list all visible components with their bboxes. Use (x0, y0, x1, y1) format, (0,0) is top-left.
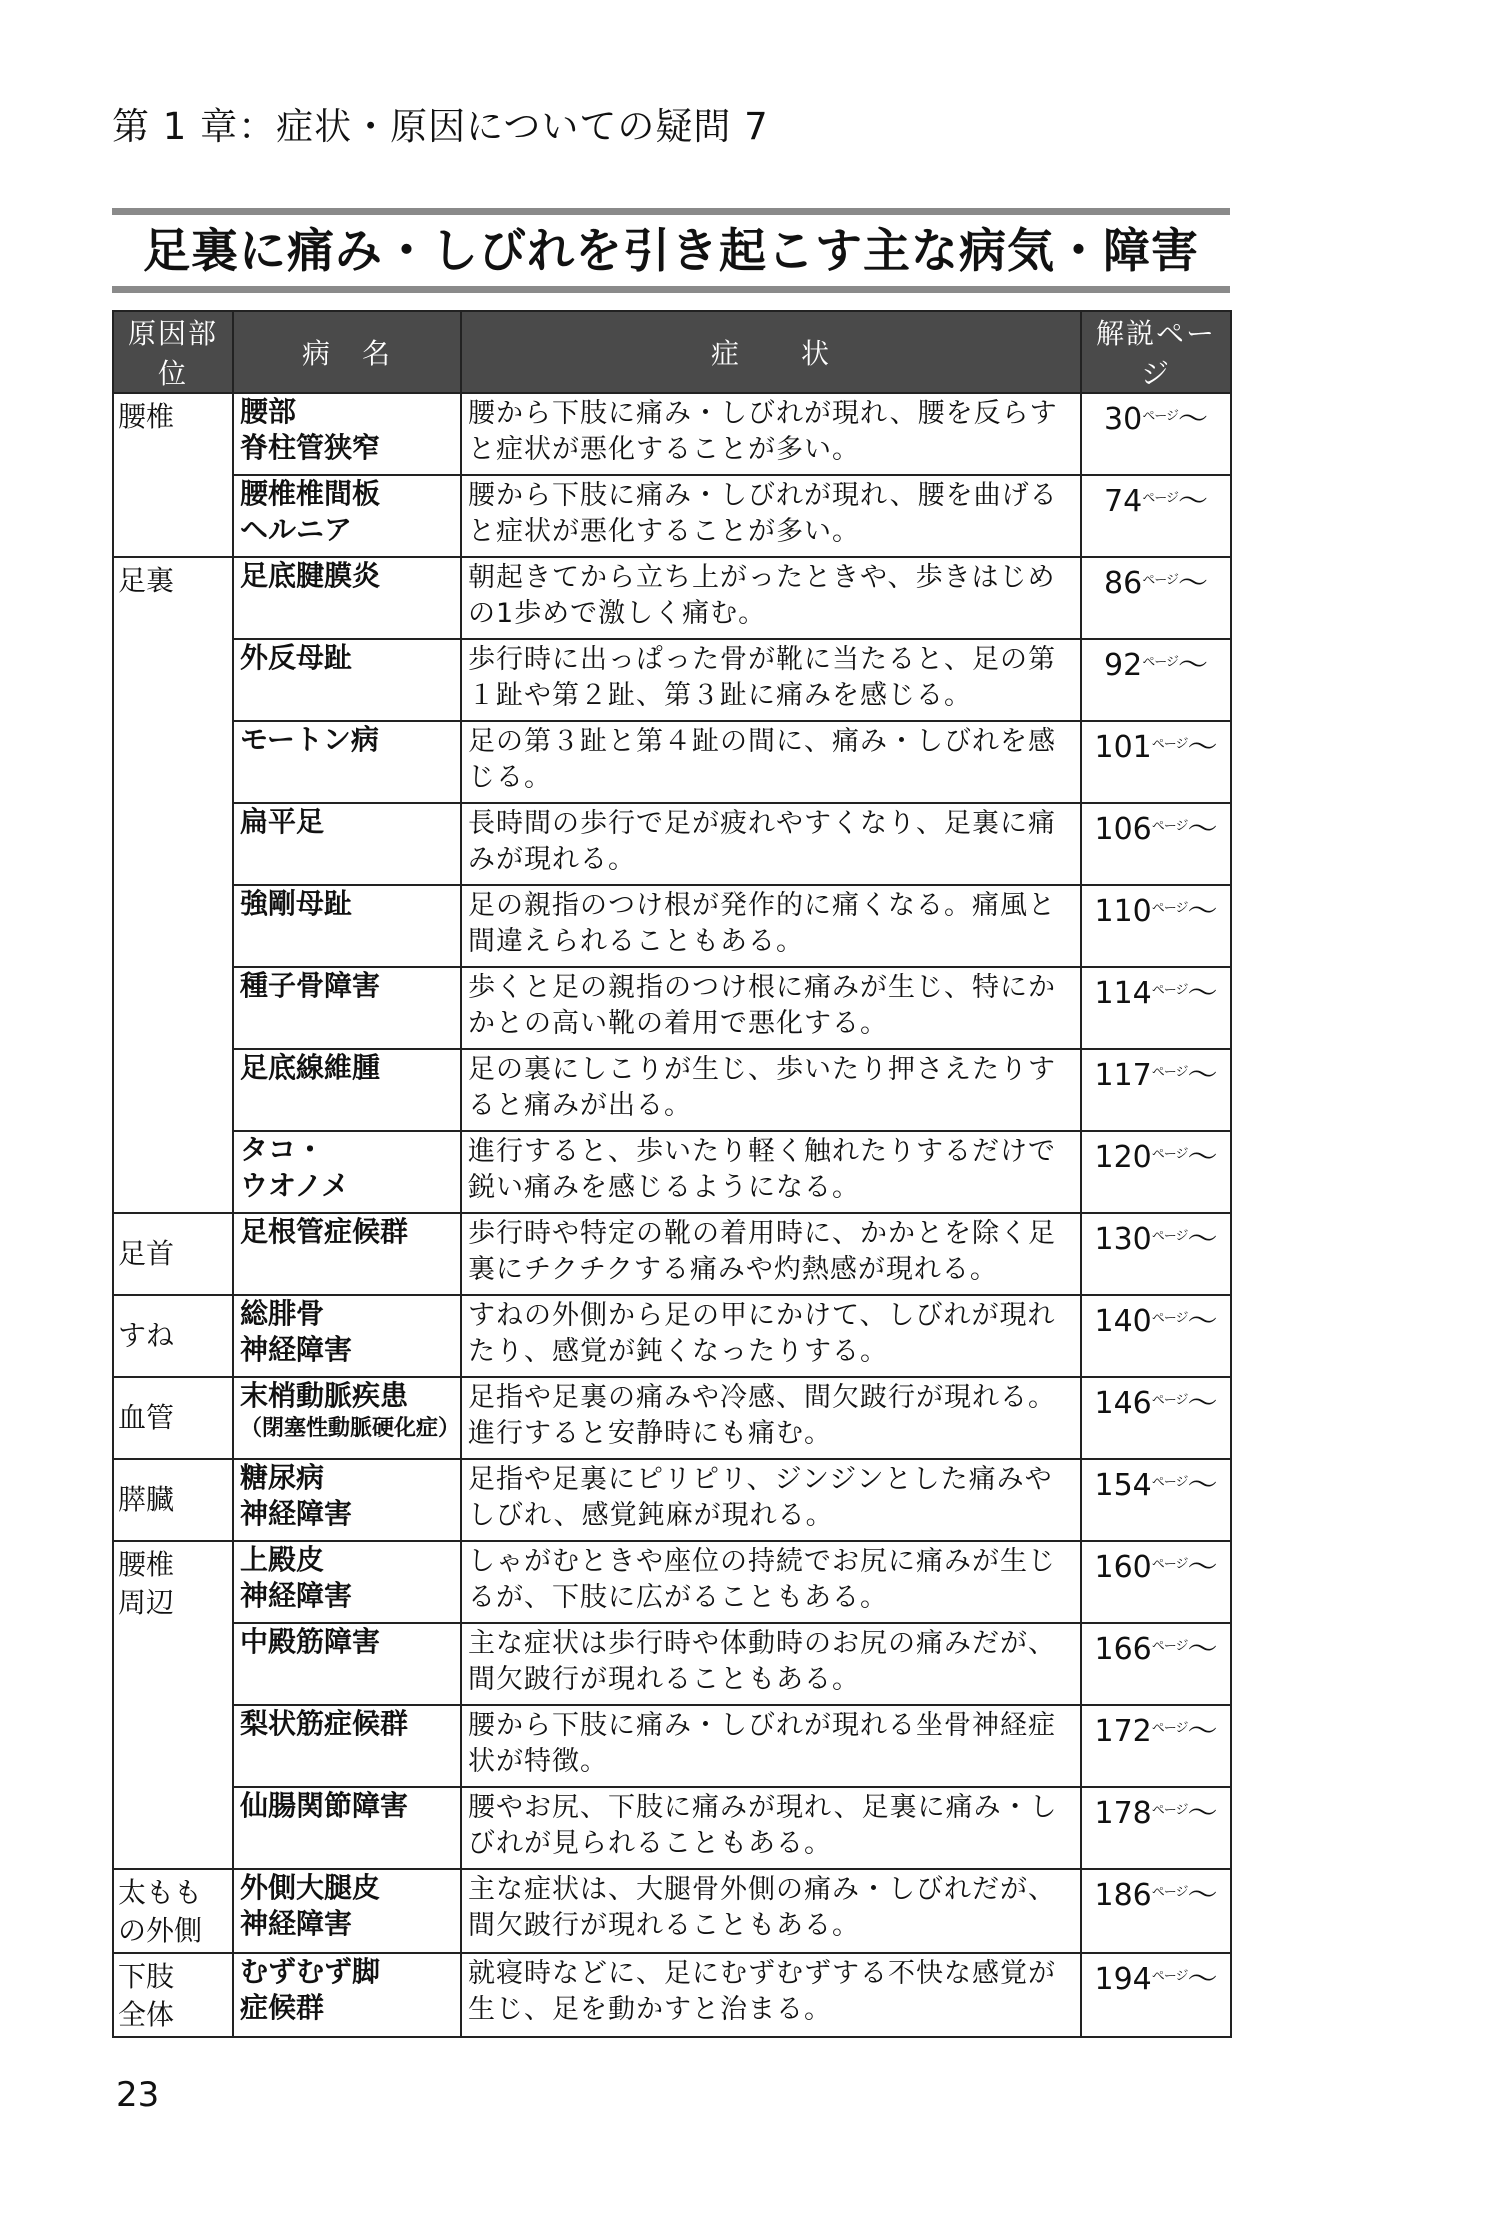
symptom-cell (461, 1953, 1081, 2037)
disease-name: 梨状筋症候群 (240, 1707, 409, 1740)
table-row (113, 1377, 1231, 1459)
disease-name-cell (233, 1705, 461, 1787)
disease-name-cell (233, 1953, 461, 2037)
page-ref-cell (1081, 1131, 1231, 1213)
disease-name: 総腓骨 神経障害 (240, 1297, 353, 1366)
disease-name-cell (233, 393, 461, 475)
symptom-text: 就寝時などに、足にむずむずする不快な感覚が生じ、足を動かすと治まる。 (468, 1958, 1056, 2025)
page-number-ref: 114 (1094, 976, 1152, 1011)
page-mark: ページ (1151, 1229, 1188, 1244)
disease-name-cell (233, 885, 461, 967)
symptom-text: 腰から下肢に痛み・しびれが現れ、腰を曲げると症状が悪化することが多い。 (468, 480, 1058, 547)
page-mark: ページ (1142, 655, 1178, 670)
page-mark: ページ (1151, 1639, 1188, 1654)
page-number-ref: 120 (1094, 1140, 1152, 1175)
disease-name: 仙腸関節障害 (240, 1789, 409, 1822)
disease-table (112, 310, 1232, 2038)
disease-name: 強剛母趾 (240, 887, 353, 920)
disease-name: 腰部 脊柱管狭窄 (240, 395, 381, 464)
disease-name-cell (233, 1787, 461, 1869)
cause-part: 足首 (118, 1237, 175, 1270)
table-row (113, 1131, 1231, 1213)
cause-part: 太もも の外側 (118, 1876, 203, 1947)
disease-name: 末梢動脈疾患 (240, 1379, 409, 1412)
page-number-ref: 74 (1104, 484, 1143, 519)
table-row (113, 1623, 1231, 1705)
cause-part-cell (113, 1541, 233, 1869)
page-number-ref: 186 (1094, 1878, 1152, 1913)
table-row (113, 1541, 1231, 1623)
cause-part-cell (113, 1459, 233, 1541)
tilde-mark: 〜 (1177, 484, 1208, 519)
symptom-cell (461, 475, 1081, 557)
table-row (113, 1953, 1231, 2037)
disease-name: 足底線維腫 (240, 1051, 381, 1084)
tilde-mark: 〜 (1187, 1632, 1218, 1667)
symptom-cell (461, 1623, 1081, 1705)
symptom-text: 歩くと足の親指のつけ根に痛みが生じ、特にかかとの高い靴の着用で悪化する。 (468, 972, 1056, 1039)
disease-name: 糖尿病 神経障害 (240, 1461, 353, 1530)
symptom-cell (461, 1541, 1081, 1623)
page-mark: ページ (1151, 1475, 1188, 1490)
table-row (113, 721, 1231, 803)
symptom-text: 足の裏にしこりが生じ、歩いたり押さえたりすると痛みが出る。 (468, 1054, 1056, 1121)
disease-name-cell (233, 475, 461, 557)
page-number-ref: 101 (1094, 730, 1152, 765)
page-mark: ページ (1151, 1147, 1188, 1162)
symptom-cell (461, 1295, 1081, 1377)
symptom-cell (461, 557, 1081, 639)
symptom-text: 長時間の歩行で足が疲れやすくなり、足裏に痛みが現れる。 (468, 808, 1056, 875)
page-number-ref: 130 (1094, 1222, 1152, 1257)
cause-part: 腰椎 周辺 (118, 1548, 175, 1619)
page-mark: ページ (1151, 819, 1188, 834)
title-rule-top (112, 208, 1230, 215)
page-mark: ページ (1151, 1969, 1188, 1984)
page-number-ref: 154 (1094, 1468, 1152, 1503)
page-number-ref: 160 (1094, 1550, 1152, 1585)
tilde-mark: 〜 (1187, 1386, 1218, 1421)
page-number-ref: 140 (1094, 1304, 1152, 1339)
disease-name: モートン病 (240, 723, 379, 756)
symptom-cell (461, 1131, 1081, 1213)
table-row (113, 885, 1231, 967)
tilde-mark: 〜 (1177, 402, 1208, 437)
page-mark: ページ (1151, 737, 1188, 752)
symptom-text: 歩行時や特定の靴の着用時に、かかとを除く足裏にチクチクする痛みや灼熱感が現れる。 (468, 1218, 1056, 1285)
title-rule-bottom (112, 286, 1230, 293)
disease-name: 足底腱膜炎 (240, 559, 381, 592)
tilde-mark: 〜 (1187, 1550, 1218, 1585)
page-number-ref: 106 (1094, 812, 1152, 847)
disease-name: 上殿皮 神経障害 (240, 1543, 353, 1612)
symptom-text: 主な症状は歩行時や体動時のお尻の痛みだが、間欠跛行が現れることもある。 (468, 1628, 1056, 1695)
tilde-mark: 〜 (1187, 812, 1218, 847)
page-ref-cell (1081, 1623, 1231, 1705)
page-mark: ページ (1151, 1393, 1188, 1408)
page-title: 足裏に痛み・しびれを引き起こす主な病気・障害 (143, 224, 1199, 279)
table-row (113, 639, 1231, 721)
tilde-mark: 〜 (1187, 1878, 1218, 1913)
page-mark: ページ (1151, 1721, 1188, 1736)
tilde-mark: 〜 (1187, 1304, 1218, 1339)
page-ref-cell (1081, 1869, 1231, 1953)
page-mark: ページ (1142, 491, 1178, 506)
page-number-ref: 86 (1104, 566, 1143, 601)
disease-name-cell (233, 967, 461, 1049)
page-ref-cell (1081, 1953, 1231, 2037)
page-number-ref: 172 (1094, 1714, 1152, 1749)
tilde-mark: 〜 (1187, 976, 1218, 1011)
symptom-text: 腰から下肢に痛み・しびれが現れる坐骨神経症状が特徴。 (468, 1710, 1056, 1777)
page-ref-cell (1081, 1541, 1231, 1623)
table-row (113, 1049, 1231, 1131)
table-row (113, 1869, 1231, 1953)
page-ref-cell (1081, 967, 1231, 1049)
table-row (113, 967, 1231, 1049)
disease-name-cell (233, 1049, 461, 1131)
page-number-ref: 166 (1094, 1632, 1152, 1667)
symptom-cell (461, 393, 1081, 475)
page-ref-cell (1081, 1049, 1231, 1131)
disease-name-cell (233, 1869, 461, 1953)
table-row (113, 1705, 1231, 1787)
page-mark: ページ (1151, 1557, 1188, 1572)
page-number-ref: 178 (1094, 1796, 1152, 1831)
page-ref-cell (1081, 639, 1231, 721)
symptom-cell (461, 1377, 1081, 1459)
page-ref-cell (1081, 557, 1231, 639)
disease-name: 足根管症候群 (240, 1215, 409, 1248)
tilde-mark: 〜 (1187, 894, 1218, 929)
cause-part: 下肢 全体 (118, 1960, 175, 2031)
disease-name: 外反母趾 (240, 641, 353, 674)
header-name: 病 名 (233, 311, 461, 393)
disease-name: タコ・ ウオノメ (240, 1133, 350, 1202)
page-ref-cell (1081, 1787, 1231, 1869)
disease-name-cell (233, 639, 461, 721)
page-ref-cell (1081, 1705, 1231, 1787)
disease-name-cell (233, 1213, 461, 1295)
cause-part: 血管 (118, 1401, 175, 1434)
symptom-cell (461, 885, 1081, 967)
disease-name-cell (233, 1623, 461, 1705)
symptom-cell (461, 1787, 1081, 1869)
tilde-mark: 〜 (1187, 1468, 1218, 1503)
symptom-cell (461, 967, 1081, 1049)
page-number-ref: 146 (1094, 1386, 1152, 1421)
table-row (113, 1787, 1231, 1869)
symptom-text: 足の親指のつけ根が発作的に痛くなる。痛風と間違えられることもある。 (468, 890, 1056, 957)
disease-name: むずむず脚 症候群 (240, 1955, 381, 2024)
page-number-ref: 110 (1094, 894, 1152, 929)
disease-name-cell (233, 803, 461, 885)
symptom-text: 朝起きてから立ち上がったときや、歩きはじめの1歩めで激しく痛む。 (468, 562, 1056, 629)
tilde-mark: 〜 (1187, 1058, 1218, 1093)
cause-part-cell (113, 1213, 233, 1295)
symptom-text: すねの外側から足の甲にかけて、しびれが現れたり、感覚が鈍くなったりする。 (468, 1300, 1056, 1367)
symptom-cell (461, 1049, 1081, 1131)
page-mark: ページ (1151, 901, 1188, 916)
page-ref-cell (1081, 803, 1231, 885)
disease-name-cell (233, 1377, 461, 1459)
page-number-ref: 117 (1094, 1058, 1152, 1093)
symptom-cell (461, 1213, 1081, 1295)
tilde-mark: 〜 (1187, 1962, 1218, 1997)
tilde-mark: 〜 (1187, 730, 1218, 765)
symptom-cell (461, 1459, 1081, 1541)
header-symptom: 症 状 (461, 311, 1081, 393)
cause-part: 腰椎 (118, 400, 175, 433)
cause-part: 足裏 (118, 564, 175, 597)
symptom-cell (461, 803, 1081, 885)
header-page: 解説ページ (1081, 311, 1231, 393)
page-mark: ページ (1151, 1885, 1188, 1900)
page-ref-cell (1081, 393, 1231, 475)
disease-name-cell (233, 1295, 461, 1377)
cause-part-cell (113, 1869, 233, 1953)
disease-name: 種子骨障害 (240, 969, 381, 1002)
symptom-cell (461, 1705, 1081, 1787)
symptom-cell (461, 639, 1081, 721)
cause-part-cell (113, 393, 233, 557)
header-part: 原因部位 (113, 311, 233, 393)
cause-part-cell (113, 1295, 233, 1377)
symptom-cell (461, 721, 1081, 803)
page-ref-cell (1081, 1459, 1231, 1541)
page-mark: ページ (1151, 1065, 1188, 1080)
symptom-text: 足の第３趾と第４趾の間に、痛み・しびれを感じる。 (468, 726, 1056, 793)
disease-name: 外側大腿皮 神経障害 (240, 1871, 381, 1940)
page-ref-cell (1081, 885, 1231, 967)
symptom-cell (461, 1869, 1081, 1953)
chapter-heading: 第 1 章：症状・原因についての疑問 7 (112, 105, 769, 148)
table-row (113, 1213, 1231, 1295)
symptom-text: しゃがむときや座位の持続でお尻に痛みが生じるが、下肢に広がることもある。 (468, 1546, 1056, 1613)
page-mark: ページ (1151, 1803, 1188, 1818)
symptom-text: 腰から下肢に痛み・しびれが現れ、腰を反らすと症状が悪化することが多い。 (468, 398, 1058, 465)
disease-name-cell (233, 1459, 461, 1541)
table-header-row (113, 311, 1231, 393)
page-number-ref: 92 (1104, 648, 1143, 683)
symptom-text: 足指や足裏の痛みや冷感、間欠跛行が現れる。進行すると安静時にも痛む。 (468, 1382, 1056, 1449)
symptom-text: 進行すると、歩いたり軽く触れたりするだけで鋭い痛みを感じるようになる。 (468, 1136, 1056, 1203)
page-ref-cell (1081, 1377, 1231, 1459)
symptom-text: 腰やお尻、下肢に痛みが現れ、足裏に痛み・しびれが見られることもある。 (468, 1792, 1058, 1859)
page-number: 23 (116, 2075, 160, 2115)
disease-name: 中殿筋障害 (240, 1625, 381, 1658)
symptom-text: 主な症状は、大腿骨外側の痛み・しびれだが、間欠跛行が現れることもある。 (468, 1874, 1056, 1941)
disease-name-cell (233, 557, 461, 639)
table-row (113, 557, 1231, 639)
page-number-ref: 194 (1094, 1962, 1152, 1997)
page-mark: ページ (1142, 409, 1178, 424)
disease-name-cell (233, 1131, 461, 1213)
tilde-mark: 〜 (1187, 1714, 1218, 1749)
page-mark: ページ (1151, 1311, 1188, 1326)
page-ref-cell (1081, 1213, 1231, 1295)
page-number-ref: 30 (1104, 402, 1143, 437)
table-row (113, 803, 1231, 885)
cause-part-cell (113, 1377, 233, 1459)
cause-part: すね (118, 1319, 175, 1352)
cause-part-cell (113, 557, 233, 1213)
disease-name-cell (233, 1541, 461, 1623)
tilde-mark: 〜 (1177, 648, 1208, 683)
symptom-text: 足指や足裏にピリピリ、ジンジンとした痛みやしびれ、感覚鈍麻が現れる。 (468, 1464, 1053, 1531)
table-row (113, 393, 1231, 475)
tilde-mark: 〜 (1187, 1796, 1218, 1831)
page-ref-cell (1081, 721, 1231, 803)
page-ref-cell (1081, 1295, 1231, 1377)
disease-name: 腰椎椎間板 ヘルニア (240, 477, 381, 546)
page-ref-cell (1081, 475, 1231, 557)
disease-name-cell (233, 721, 461, 803)
cause-part: 膵臓 (118, 1483, 175, 1516)
disease-name: 扁平足 (240, 805, 325, 838)
disease-name-sub: （閉塞性動脈硬化症） (240, 1416, 461, 1441)
page-mark: ページ (1151, 983, 1188, 998)
symptom-text: 歩行時に出っぱった骨が靴に当たると、足の第１趾や第２趾、第３趾に痛みを感じる。 (468, 644, 1056, 711)
tilde-mark: 〜 (1187, 1222, 1218, 1257)
table-row (113, 1459, 1231, 1541)
cause-part-cell (113, 1953, 233, 2037)
page-mark: ページ (1142, 573, 1178, 588)
table-row (113, 475, 1231, 557)
tilde-mark: 〜 (1187, 1140, 1218, 1175)
table-row (113, 1295, 1231, 1377)
tilde-mark: 〜 (1177, 566, 1208, 601)
